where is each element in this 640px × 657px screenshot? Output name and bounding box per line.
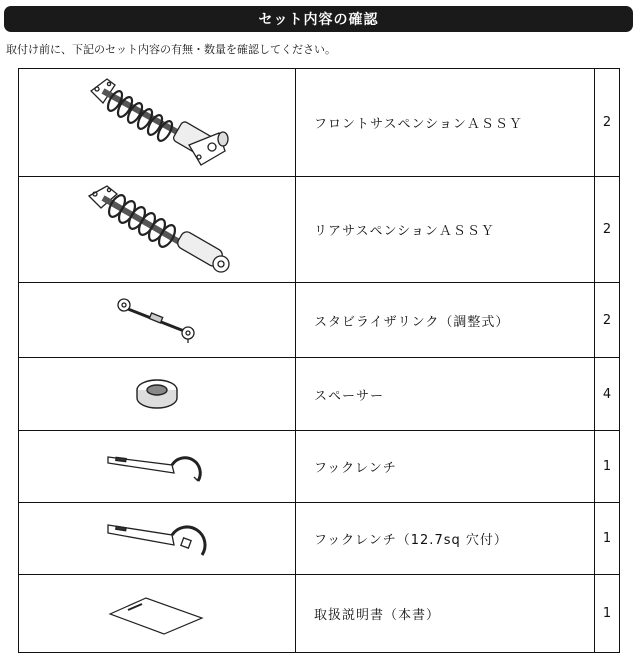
table-row	[19, 431, 620, 503]
part-image-cell	[19, 503, 296, 575]
part-image-cell	[19, 575, 296, 653]
part-quantity: 1	[595, 575, 620, 653]
table-row	[19, 503, 620, 575]
part-quantity: 1	[595, 503, 620, 575]
stabilizer-link-icon	[112, 295, 202, 345]
part-name: スペーサー	[296, 358, 595, 431]
part-image-cell	[19, 283, 296, 358]
instruction-text: 取付け前に、下記のセット内容の有無・数量を確認してください。	[6, 43, 336, 56]
table-row	[19, 177, 620, 283]
part-quantity: 2	[595, 177, 620, 283]
part-name: 取扱説明書（本書）	[296, 575, 595, 653]
table-row	[19, 358, 620, 431]
hook-wrench-icon	[102, 447, 212, 487]
part-name: フックレンチ	[296, 431, 595, 503]
section-header	[4, 6, 633, 32]
table-row	[19, 575, 620, 653]
manual-icon	[102, 592, 212, 636]
section-title: セット内容の確認	[258, 12, 379, 28]
part-image-cell	[19, 358, 296, 431]
part-name: フロントサスペンションＡＳＳＹ	[296, 69, 595, 177]
part-quantity: 2	[595, 69, 620, 177]
part-quantity: 2	[595, 283, 620, 358]
spacer-icon	[127, 374, 187, 414]
part-image-cell	[19, 69, 296, 177]
part-name: リアサスペンションＡＳＳＹ	[296, 177, 595, 283]
part-quantity: 1	[595, 431, 620, 503]
table-row	[19, 283, 620, 358]
rear-suspension-icon	[77, 180, 237, 280]
front-suspension-icon	[77, 73, 237, 173]
parts-table	[18, 68, 620, 653]
part-image-cell	[19, 177, 296, 283]
part-image-cell	[19, 431, 296, 503]
part-quantity: 4	[595, 358, 620, 431]
hook-wrench-with-hole-icon	[102, 517, 212, 561]
part-name: フックレンチ（12.7sq 穴付）	[296, 503, 595, 575]
part-name: スタビライザリンク（調整式）	[296, 283, 595, 358]
table-row	[19, 69, 620, 177]
